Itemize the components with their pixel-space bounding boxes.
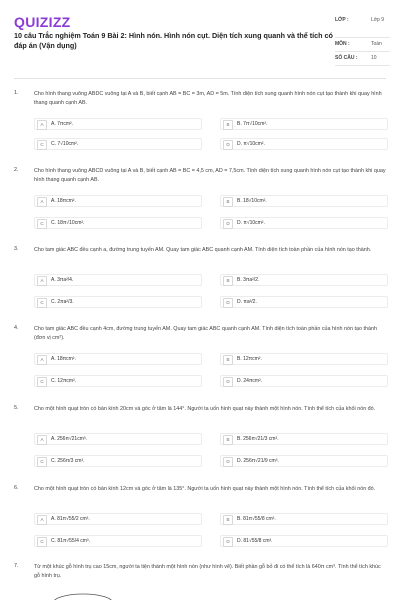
answer-option-c[interactable]: [34, 455, 202, 467]
option-letter: D: [223, 140, 233, 150]
answer-option-a[interactable]: [34, 118, 202, 130]
question-text: Cho tam giác ABC đều cạnh 4cm, đường trung tuyến AM. Quay tam giác ABC quanh cạnh AM. Tính diện tích toàn phần của hình nón tạo thành (đơn vị cm²).: [34, 326, 377, 341]
question-text: Cho một hình quạt tròn có bán kính 12cm và góc ở tâm là 135°. Người ta uốn hình quạt này thành một hình nón. Tính thể tích của khối nón đó.: [34, 486, 376, 492]
option-letter: A: [37, 120, 47, 130]
question-number: 7.: [14, 563, 19, 569]
option-text: C. 18π√10cm².: [51, 219, 85, 226]
option-letter: C: [37, 140, 47, 150]
option-text: B. 18√10cm².: [237, 197, 267, 204]
option-letter: C: [37, 457, 47, 467]
option-text: B. 12πcm².: [237, 355, 262, 362]
option-letter: D: [223, 537, 233, 547]
answer-option-c[interactable]: [34, 535, 202, 547]
answer-option-a[interactable]: [34, 274, 202, 286]
question-text: Cho một hình quạt tròn có bán kính 20cm và góc ở tâm là 144°. Người ta uốn hình quạt này thành một hình nón. Tính thể tích của khối nón đó.: [34, 406, 376, 412]
option-letter: B: [223, 435, 233, 445]
answer-option-d[interactable]: [220, 375, 388, 387]
option-letter: D: [223, 377, 233, 387]
option-text: A. 18πcm².: [51, 197, 76, 204]
answer-option-b[interactable]: [220, 353, 388, 365]
question-number: 4.: [14, 325, 19, 331]
option-letter: C: [37, 377, 47, 387]
meta-value: Lớp 9: [371, 17, 385, 23]
question-text: Từ một khúc gỗ hình trụ cao 15cm, người ta tiện thành một hình nón (như hình vẽ). Biết phần gỗ bỏ đi có thể tích là 640π cm³. Tính thể tích khúc gỗ hình trụ.: [34, 564, 381, 579]
option-text: B. 256π√21/3 cm³.: [237, 435, 279, 442]
option-letter: D: [223, 298, 233, 308]
answer-option-c[interactable]: [34, 375, 202, 387]
option-text: C. 81π√55/4 cm³.: [51, 537, 90, 544]
option-text: C. 7√10cm².: [51, 140, 79, 147]
option-text: A. 81π√55/2 cm³.: [51, 515, 90, 522]
answer-option-b[interactable]: [220, 433, 388, 445]
option-letter: D: [223, 219, 233, 229]
option-text: C. 2πa²/3.: [51, 298, 74, 305]
option-text: B. 3πa²/2.: [237, 276, 260, 283]
option-letter: B: [223, 515, 233, 525]
question-number: 6.: [14, 485, 19, 491]
question-text: Cho hình thang vuông ABCD vuông tại A và B, biết cạnh AB = BC = 4,5 cm, AD = 7,5cm. Tính diện tích xung quanh hình nón cụt tạo thành khi quay hình thang quanh cạnh AB.: [34, 168, 386, 183]
option-letter: B: [223, 276, 233, 286]
option-letter: A: [37, 515, 47, 525]
meta-label: LỚP :: [335, 17, 349, 23]
question-number: 2.: [14, 167, 19, 173]
option-letter: D: [223, 457, 233, 467]
option-letter: C: [37, 537, 47, 547]
answer-option-b[interactable]: [220, 118, 388, 130]
option-text: D. π√10cm².: [237, 219, 265, 226]
option-letter: A: [37, 276, 47, 286]
meta-label: MÔN :: [335, 41, 350, 47]
option-letter: B: [223, 355, 233, 365]
option-letter: A: [37, 197, 47, 207]
meta-value: Toán: [371, 41, 382, 47]
option-letter: A: [37, 435, 47, 445]
option-letter: B: [223, 120, 233, 130]
meta-row-subject: [335, 38, 390, 52]
answer-option-d[interactable]: [220, 138, 388, 150]
option-text: D. 256π√21/9 cm³.: [237, 457, 279, 464]
answer-option-c[interactable]: [34, 217, 202, 229]
meta-row-class: [335, 14, 390, 38]
option-text: D. π√10cm².: [237, 140, 265, 147]
answer-option-b[interactable]: [220, 195, 388, 207]
question-number: 5.: [14, 405, 19, 411]
option-text: C. 256π/3 cm³.: [51, 457, 85, 464]
meta-row-count: [335, 52, 390, 66]
worksheet-header: [0, 0, 400, 72]
cylinder-sketch: [48, 588, 118, 600]
option-letter: C: [37, 219, 47, 229]
answer-option-a[interactable]: [34, 513, 202, 525]
question-text: Cho hình thang vuông ABDC vuông tại A và B, biết cạnh AB = BC = 3m, AD = 5m. Tính diện tích xung quanh hình nón cụt tạo thành khi quay hình thang quanh cạnh AB.: [34, 91, 382, 106]
option-text: D. 81√55/8 cm³.: [237, 537, 273, 544]
worksheet-title: 10 câu Trắc nghiệm Toán 9 Bài 2: Hình nón. Hình nón cụt. Diện tích xung quanh và thể tích có đáp án (Vận dụng): [14, 31, 333, 50]
answer-option-d[interactable]: [220, 535, 388, 547]
meta-value: 10: [371, 55, 377, 61]
answer-option-d[interactable]: [220, 217, 388, 229]
answer-option-b[interactable]: [220, 274, 388, 286]
answer-option-a[interactable]: [34, 195, 202, 207]
option-text: A. 7πcm².: [51, 120, 74, 127]
option-letter: B: [223, 197, 233, 207]
meta-label: SỐ CÂU :: [335, 55, 358, 61]
meta-panel: [335, 14, 390, 66]
answer-option-c[interactable]: [34, 138, 202, 150]
option-letter: A: [37, 355, 47, 365]
header-divider: [14, 78, 386, 79]
option-text: A. 256π√21cm³.: [51, 435, 87, 442]
option-letter: C: [37, 298, 47, 308]
quizizz-logo: QUIZIZZ: [14, 14, 71, 30]
answer-option-b[interactable]: [220, 513, 388, 525]
question-text: Cho tam giác ABC đều cạnh a, đường trung tuyến AM. Quay tam giác ABC quanh cạnh AM. Tính diện tích toàn phần của hình nón tạo thành.: [34, 247, 372, 253]
option-text: A. 3πa²/4.: [51, 276, 74, 283]
option-text: B. 81π√55/8 cm³.: [237, 515, 276, 522]
answer-option-a[interactable]: [34, 433, 202, 445]
option-text: D. 24πcm².: [237, 377, 263, 384]
answer-option-c[interactable]: [34, 296, 202, 308]
option-text: C. 12πcm².: [51, 377, 77, 384]
question-number: 3.: [14, 246, 19, 252]
answer-option-d[interactable]: [220, 296, 388, 308]
option-text: B. 7π√10cm².: [237, 120, 268, 127]
question-number: 1.: [14, 90, 19, 96]
answer-option-a[interactable]: [34, 353, 202, 365]
option-text: A. 18πcm².: [51, 355, 76, 362]
option-text: D. πa²/2.: [237, 298, 257, 305]
answer-option-d[interactable]: [220, 455, 388, 467]
